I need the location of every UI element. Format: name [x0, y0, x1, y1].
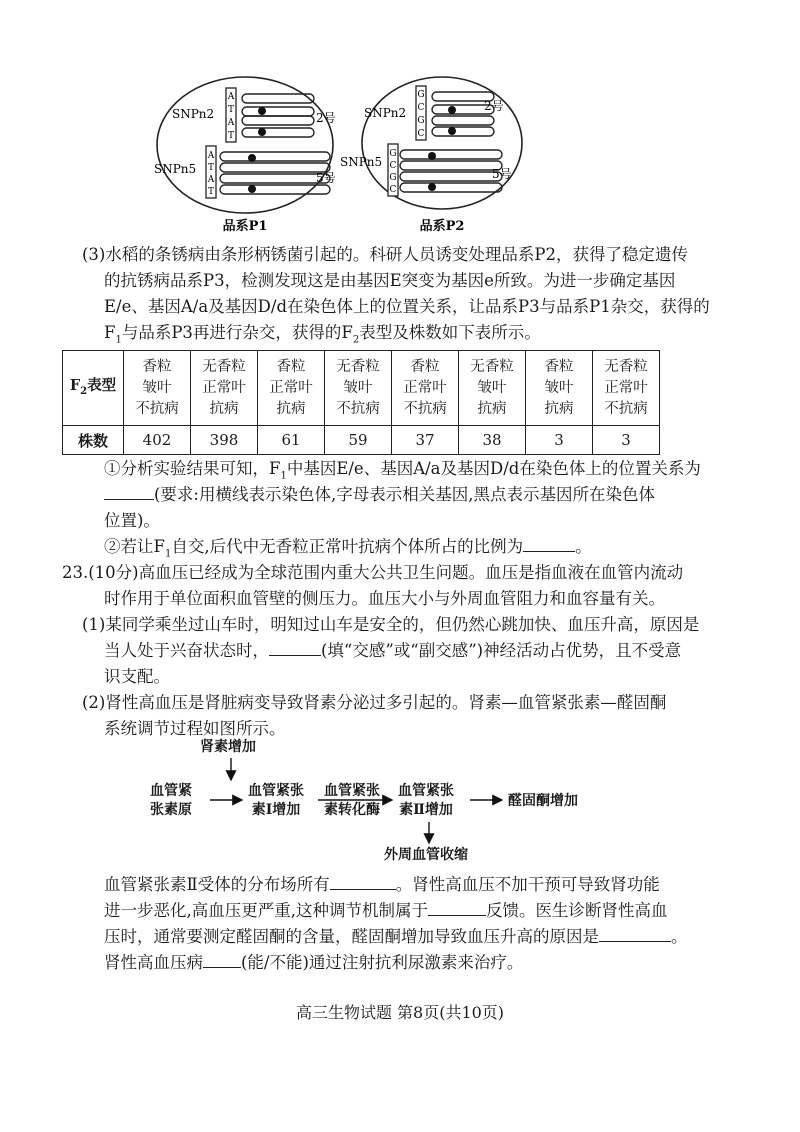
q23-1-line-2: 当人处于兴奋状态时， (填“交感”或“副交感”)神经活动占优势，且不受意: [104, 641, 682, 660]
table-row-header: $F_2$表型: [63, 351, 124, 426]
q23-2-line-2: 系统调节过程如图所示。: [104, 719, 286, 738]
count-cell: 61: [258, 426, 325, 455]
p1-snp-bottom-label: SNPn5: [154, 162, 197, 176]
p2-snp-bottom-label: SNPn5: [340, 155, 383, 169]
phenotype-cell: 无香粒 正常叶 不抗病: [593, 351, 660, 426]
answer-blank[interactable]: [269, 639, 321, 656]
p1-chr-bottom-label: 5号: [316, 171, 336, 185]
q3-f1: F: [104, 323, 116, 342]
count-cell: 3: [526, 426, 593, 455]
answer-blank[interactable]: [330, 873, 396, 890]
q3-f1-sub: 1: [115, 334, 122, 346]
answer-blank[interactable]: [599, 925, 671, 942]
q3-2-line: ②若让$F_1$自交,后代中无香粒正常叶抗病个体所占的比例为 。: [104, 537, 592, 560]
q3-1-line-1: ①分析实验结果可知，$F_1$中基因E/e、基因A/a及基因D/d在染色体上的位置关系为: [104, 459, 701, 482]
q23-tail-line-4: 肾性高血压病 (能/不能)通过注射抗利尿激素来治疗。: [104, 953, 524, 972]
p1-caption: 品系P1: [222, 219, 268, 234]
q3-line-4-end: 表型及株数如下表所示。: [359, 323, 541, 342]
p2-chr-top-label: 2号: [484, 99, 504, 113]
q23-1-line-1: (1)某同学乘坐过山车时，明知过山车是安全的，但仍然心跳加快、血压升高，原因是: [82, 615, 700, 634]
p2-bottom-base-1: G: [389, 149, 397, 159]
q3-line-4: [104, 320, 541, 353]
q3-line-1: (3)水稻的条锈病由条形柄锈菌引起的。科研人员诱变处理品系P2，获得了稳定遗传: [82, 245, 688, 264]
q23-tail-line-3: 压时，通常要测定醛固酮的含量，醛固酮增加导致血压升高的原因是 。: [104, 927, 688, 946]
p1-chr-top-label: 2号: [316, 111, 336, 125]
angiotensin-2-box: 血管紧张 素Ⅱ增加: [398, 783, 454, 818]
p1-top-base-4: T: [227, 131, 235, 141]
p2-bottom-base-3: G: [389, 173, 397, 183]
table-phenotype-row: [63, 351, 660, 426]
q23-1-line-3: 识支配。: [104, 667, 170, 686]
p2-top-base-4: C: [417, 129, 425, 139]
p1-bottom-base-3: A: [207, 175, 215, 185]
p1-bottom-base-2: T: [207, 163, 215, 173]
phenotype-cell: 香粒 皱叶 不抗病: [124, 351, 191, 426]
page-footer: 高三生物试题 第8页(共10页): [295, 1003, 505, 1022]
q3-1-line-3: 位置)。: [104, 511, 160, 530]
p2-top-base-3: G: [417, 116, 425, 126]
p2-chr-bottom-label: 5号: [492, 167, 512, 181]
p1-bottom-base-1: A: [207, 151, 215, 161]
ace-label: 血管紧张 素转化酶: [324, 783, 380, 818]
p1-top-base-3: A: [227, 118, 235, 128]
angiotensin-1-box: 血管紧张 素Ⅰ增加: [248, 783, 304, 818]
q23-tail-line-2: 进一步恶化,高血压更严重,这种调节机制属于 反馈。医生诊断肾性高血: [104, 901, 668, 920]
p2-top-base-1: G: [417, 90, 425, 100]
count-cell: 3: [593, 426, 660, 455]
count-cell: 38: [459, 426, 526, 455]
phenotype-cell: 香粒 皱叶 抗病: [526, 351, 593, 426]
q23-line-1: 23.(10分)高血压已经成为全球范围内重大公共卫生问题。血压是指血液在血管内流动: [62, 563, 684, 582]
q3-line-3: E/e、基因A/a及基因D/d在染色体上的位置关系，让品系P3与品系P1杂交，获得的: [104, 297, 710, 316]
count-cell: 398: [191, 426, 258, 455]
q3-f2-sub: 2: [352, 334, 360, 346]
q23-2-line-1: (2)肾性高血压是肾脏病变导致肾素分泌过多引起的。肾素—血管紧张素—醛固酮: [82, 693, 667, 712]
q3-1-line-2: (要求:用横线表示染色体,字母表示相关基因,黑点表示基因所在染色体: [104, 482, 655, 508]
count-cell: 402: [124, 426, 191, 455]
p1-cell-outline: [157, 77, 333, 213]
phenotype-cell: 无香粒 皱叶 不抗病: [325, 351, 392, 426]
angiotensinogen-box: 血管紧 张素原: [150, 783, 192, 818]
q3-line-4-mid: 与品系P3再进行杂交，获得的F: [121, 323, 353, 342]
p2-bottom-base-4: C: [389, 185, 397, 195]
chromosome-figure: [150, 70, 530, 240]
q23-line-2: 时作用于单位面积血管壁的侧压力。血压大小与外周血管阻力和血容量有关。: [104, 589, 665, 608]
phenotype-cell: 香粒 正常叶 抗病: [258, 351, 325, 426]
table-count-row: [63, 426, 660, 455]
phenotype-cell: 无香粒 正常叶 抗病: [191, 351, 258, 426]
answer-blank[interactable]: [523, 535, 575, 552]
answer-blank[interactable]: [203, 951, 241, 968]
count-cell: 37: [392, 426, 459, 455]
count-cell: 59: [325, 426, 392, 455]
p1-snp-top-label: SNPn2: [172, 107, 215, 121]
q3-line-2: 的抗锈病品系P3，检测发现这是由基因E突变为基因e所致。为进一步确定基因: [104, 271, 676, 290]
p1-top-base-2: T: [227, 105, 235, 115]
renin-increase-label: 肾素增加: [200, 739, 256, 755]
answer-blank[interactable]: [104, 483, 154, 500]
f2-phenotype-table: [62, 350, 660, 455]
p1-bottom-base-4: T: [207, 187, 215, 197]
p2-caption: 品系P2: [419, 219, 465, 234]
p2-snp-top-label: SNPn2: [364, 106, 407, 120]
aldosterone-box: 醛固酮增加: [508, 793, 578, 809]
phenotype-cell: 无香粒 皱叶 抗病: [459, 351, 526, 426]
vasoconstriction-box: 外周血管收缩: [384, 847, 468, 863]
answer-blank[interactable]: [428, 899, 486, 916]
p1-top-base-1: A: [227, 92, 235, 102]
p2-cell-outline: [362, 77, 522, 209]
count-label: 株数: [63, 426, 124, 455]
p2-top-base-2: C: [417, 103, 425, 113]
q23-tail-line-1: 血管紧张素Ⅱ受体的分布场所有 。肾性高血压不加干预可导致肾功能: [104, 875, 660, 894]
p2-bottom-base-2: C: [389, 161, 397, 171]
phenotype-cell: 香粒 正常叶 不抗病: [392, 351, 459, 426]
